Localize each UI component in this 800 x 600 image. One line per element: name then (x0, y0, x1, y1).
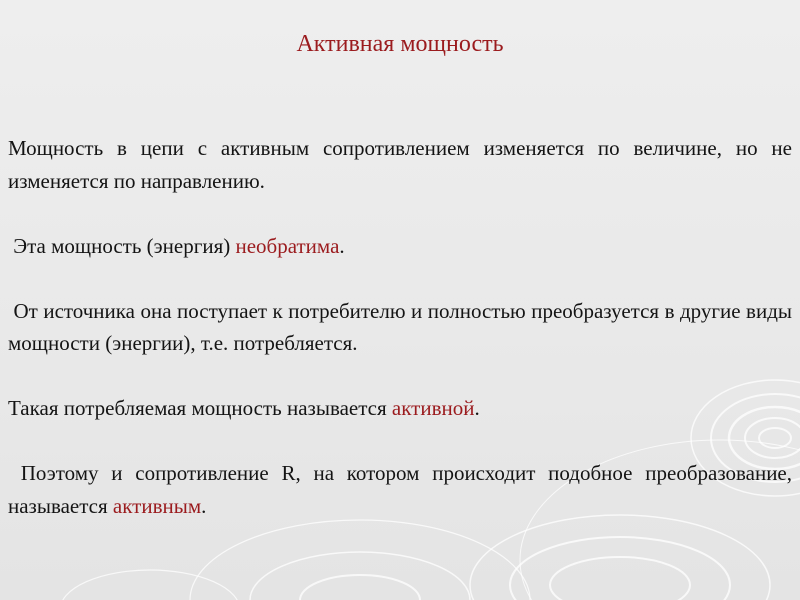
paragraph-2-end: . (339, 233, 345, 258)
paragraph-2 (8, 230, 792, 263)
slide-title: Активная мощность (296, 31, 504, 57)
paragraph-2-text: Эта мощность (энергия) (13, 233, 236, 258)
accent-word-irreversible: необратима (235, 233, 340, 258)
paragraph-3-text: От источника она поступает к потребителю и полностью преобразуется в другие виды мощности (энергии), т.е. потребляется. (8, 298, 793, 355)
paragraph-1: Мощность в цепи с активным сопротивлением изменяется по величине, но не изменяется по направлению. (8, 136, 792, 193)
paragraph-3 (8, 295, 792, 360)
paragraph-5 (8, 457, 792, 522)
accent-word-active: активной (391, 396, 475, 420)
paragraph-4-end: . (474, 396, 480, 420)
paragraph-4-text: Такая потребляемая мощность называется (8, 396, 392, 420)
paragraph-5-text: Поэтому и сопротивление R, на котором происходит подобное преобразование, называется (8, 461, 793, 518)
slide-body (8, 132, 792, 522)
accent-word-active-resistance: активным (112, 493, 202, 518)
paragraph-5-end: . (201, 493, 207, 518)
paragraph-4 (8, 392, 792, 425)
